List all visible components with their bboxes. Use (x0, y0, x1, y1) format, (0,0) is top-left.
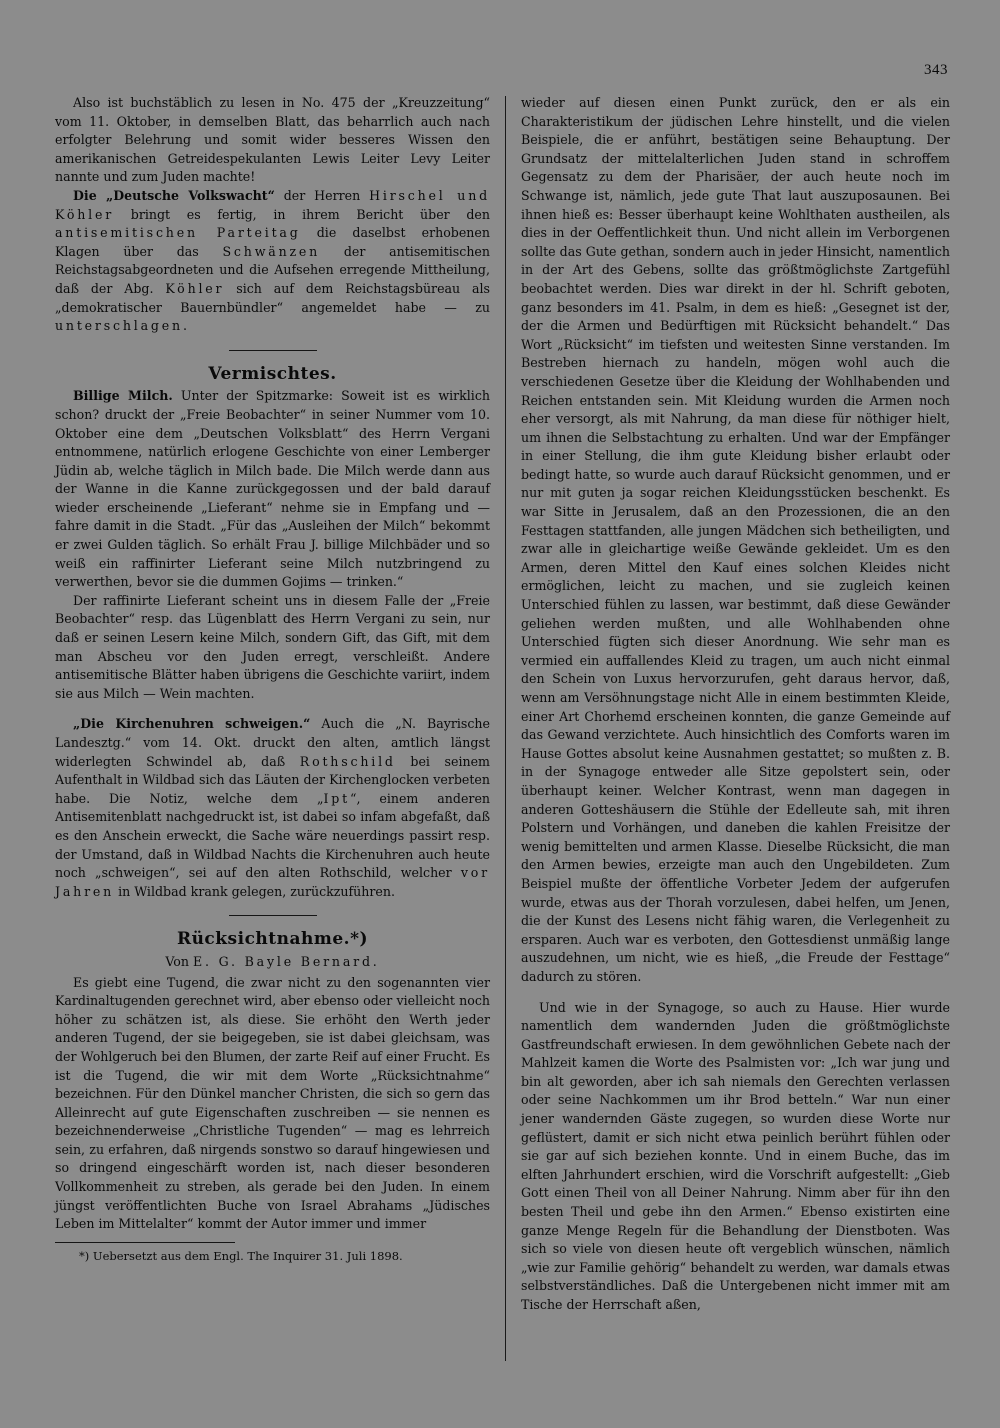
byline-prefix: Von (165, 953, 193, 969)
kirchen-paragraph (55, 715, 490, 901)
kirchen-text: in Wildbad krank gelegen, zurückzuführen. (114, 883, 395, 899)
volkswacht-spaced: antisemitischen Parteitag (55, 225, 301, 241)
kirchen-text: bei seinem Aufenthalt in Wildbad sich das Läuten der Kirchenglocken verbeten habe. Die Notiz, welche dem „ (55, 753, 490, 806)
volkswacht-text: der antisemitischen Reichstagsabgeordneten und die Aufsehen erregende Mittheilung, daß der Abg. (55, 243, 490, 296)
volkswacht-spaced: Köhler (165, 280, 225, 296)
right-column (521, 94, 950, 1394)
section-separator (229, 915, 317, 916)
volkswacht-paragraph (55, 187, 490, 336)
kirchen-text: Auch die „N. Bayrische Landesztg.“ vom 14. Okt. druckt den alten, amtlich längst widerlegten Schwindel ab, daß (55, 716, 490, 769)
byline (55, 953, 490, 972)
milch-paragraph-2: Der raffinirte Lieferant scheint uns in diesem Falle der „Freie Beobachter“ resp. das Lügenblatt des Herrn Vergani zu sein, nur daß er seinen Lesern keine Milch, sondern Gift, das Gift, mit dem man Abscheu vor den Juden erregt, verschleißt. Andere antisemitische Blätter haben übrigens die Geschichte variirt, indem sie aus Milch — Wein machten. (55, 592, 490, 701)
volkswacht-spaced: unterschlagen. (55, 318, 190, 334)
volkswacht-spaced: Schwänzen (222, 243, 321, 259)
left-column (55, 94, 490, 1384)
volkswacht-title: Die „Deutsche Volkswacht“ (73, 187, 275, 203)
volkswacht-text: sich auf dem Reichstagsbüreau als „demokratischer Bauernbündler“ angemeldet habe — zu (55, 280, 491, 315)
milch-text: Unter der Spitzmarke: Soweit ist es wirklich schon? druckt der „Freie Beobachter“ in seiner Nummer vom 10. Oktober eine dem „Deutschen Volksblatt“ des Herrn Vergani entnommene, natürlich erlogene Geschichte von einer Lemberger Jüdin ab, welche täglich in Milch bade. Die Milch werde dann aus der Wanne in die Kanne zurückgegossen und der bald darauf wieder erscheinende „Lieferant“ nehme sie in Empfang und — fahre damit in die Stadt. „Für das „Ausleihen der Milch“ bekommt er zwei Gulden täglich. So erhält Frau J. billige Milchbäder und so weiß ein raffinirter Lieferant seine Milch nutzbringend zu verwerthen, bevor sie die dummen Gojims — trinken.“ (55, 388, 491, 590)
kirchen-spaced: Ipt (323, 790, 351, 806)
kirchen-spaced: Rothschild (299, 753, 396, 769)
milch-title: Billige Milch. (73, 388, 173, 404)
kirchen-title: „Die Kirchenuhren schweigen.“ (73, 716, 311, 732)
kirchen-spaced: vor Jahren (55, 865, 490, 899)
footnote: *) Uebersetzt aus dem Engl. The Inquirer 31. Juli 1898. (79, 1248, 403, 1263)
page-number: 343 (924, 62, 948, 78)
right-paragraph-1: wieder auf diesen einen Punkt zurück, den er als ein Charakteristikum der jüdischen Lehre hinstellt, und die vielen Beispiele, die er anführt, bestätigen seine Behauptung. Der Grundsatz der mittelalterlichen Juden stand in schroffem Gegensatz zu dem der Pharisäer, der auch heute noch im Schwange ist, nämlich, jede gute That laut auszuposaunen. Bei ihnen hieß es: Besser überhaupt keine Wohlthaten austheilen, als dies in der Oeffentlichkeit thun. Und nicht allein im Verborgenen sollte das Gute gethan, sondern auch in jeder Hinsicht, namentlich in der Art des Gebens, sollte das größtmöglichste Zartgefühl beobachtet werden. Dies war direkt in der hl. Schrift geboten, ganz besonders im 41. Psalm, in dem es hieß: „Gesegnet ist der, der die Armen und Bedürftigen mit Rücksicht behandelt.“ Das Wort „Rücksicht“ im tiefsten und weitesten Sinne verstanden. Im Bestreben hiernach zu handeln, mögen wohl auch die verschiedenen Gesetze über die Kleidung der Wohlhabenden und Reichen entstanden sein. Mit Kleidung wurden die Armen noch eher versorgt, als mit Nahrung, da man diese für nöthiger hielt, um ihnen die Selbstachtung zu erhalten. Und war der Empfänger in einer Stellung, die ihm gute Kleidung bisher erlaubt oder bedingt hatte, so wurde auch darauf Rücksicht genommen, und er nur mit guten ja sogar reichen Kleidungsstücken beschenkt. Es war Sitte in Jerusalem, daß an den Prozessionen, die an den Festtagen stattfanden, alle jungen Mädchen sich betheiligten, und zwar alle in gleichartige weiße Gewände gekleidet. Um es den Armen, deren Mittel den Kauf eines solchen Kleides nicht ermöglichen, leicht zu machen, und sie zugleich keinen Unterschied fühlen zu lassen, war bestimmt, daß diese Gewänder geliehen werden mußten, und alle Wohlhabenden ohne Unterschied fügten sich dieser Anordnung. Wie sehr man es vermied ein auffallendes Kleid zu tragen, um auch nicht einmal den Schein von Luxus hervorzurufen, geht daraus hervor, daß, wenn am Versöhnungstage nicht Alle in einem bestimmten Kleide, einer Art Chorhemd erscheinen konnten, die ganze Gemeinde auf das Gewand verzichtete. Auch hinsichtlich des Comforts waren im Hause Gottes absolut keine Ausnahmen gestattet; so mußten z. B. in der Synagoge entweder alle Sitze gepolstert sein, oder überhaupt keiner. Welcher Kontrast, wenn man dagegen in anderen Gotteshäusern die Stühle der Edelleute sah, mit ihren Polstern und Vorhängen, und daneben die kahlen Freisitze der wenig bemittelten und armen Klasse. Dieselbe Rücksicht, die man den Armen bewies, erzeigte man auch den Ungebildeten. Zum Beispiel mußte der öffentliche Vorbeter Jedem der aufgerufen wurde, etwas aus der Thorah vorzulesen, dabei helfen, um Jenen, die der Kunst des Lesens nicht fähig waren, die Verlegenheit zu ersparen. Auch war es verboten, den Gottesdienst unmäßig lange auszudehnen, um nicht, wie es hieß, „die Freude der Festtage“ dadurch zu stören. (521, 95, 950, 984)
byline-author: E. G. Bayle Bernard. (193, 953, 380, 969)
ruecksicht-heading: Rücksichtnahme.*) (176, 929, 369, 950)
intro-paragraph: Also ist buchstäblich zu lesen in No. 475 der „Kreuzzeitung“ vom 11. Oktober, in demselben Blatt, das beharrlich auch nach erfolgter Belehrung und somit wider besseres Wissen den amerikanischen Getreidespekulanten Lewis Leiter Levy Leiter nannte und zum Juden machte! (55, 95, 490, 185)
vermischtes-heading: Vermischtes. (208, 363, 337, 384)
footnote-rule (55, 1242, 235, 1243)
spacer (521, 987, 950, 999)
section-separator (229, 350, 317, 351)
right-paragraph-2: Und wie in der Synagoge, so auch zu Hause. Hier wurde namentlich dem wandernden Juden die größtmöglichste Gastfreundschaft erwiesen. In dem gewöhnlichen Gebete nach der Mahlzeit kamen die Worte des Psalmisten vor: „Ich war jung und bin alt geworden, aber ich sah niemals den Gerechten verlassen oder seine Nachkommen um ihr Brod betteln.“ War nun einer jener wandernden Gäste zugegen, so wurden diese Worte nur geflüstert, damit er sich nicht etwa peinlich berührt fühlen oder sie gar auf sich beziehen konnte. Und in einem Buche, das im elften Jahrhundert erschien, wird die Vorschrift aufgestellt: „Gieb Gott einen Theil von all Deiner Nahrung. Nimm aber für ihn den besten Theil und gebe ihn den Armen.“ Ebenso existirten eine ganze Menge Regeln für die Behandlung der Dienstboten. Was sich so viele von diesen heute oft vergeblich wünschen, nämlich „wie zur Familie gehörig“ behandelt zu werden, war damals etwas selbstverständliches. Daß die Untergebenen nicht immer mit am Tische der Herrschaft aßen, (521, 999, 950, 1312)
kirchen-text: “, einem anderen Antisemitenblatt nachgedruckt ist, ist dabei so infam abgefaßt, daß es den Anschein erweckt, die Sache wäre neuerdings passirt resp. der Umstand, daß in Wildbad Nachts die Kirchenuhren auch heute noch „schweigen“, sei auf den alten Rothschild, welcher (55, 790, 491, 881)
spacer (55, 703, 490, 715)
column-divider (505, 96, 506, 1361)
ruecksicht-paragraph: Es giebt eine Tugend, die zwar nicht zu den sogenannten vier Kardinaltugenden gerechnet wird, aber ebenso oder vielleicht noch höher zu schätzen ist, als diese. Sie erhöht den Werth jeder anderen Tugend, der sie beigegeben, sie ist dabei gleichsam, was der Wohlgeruch bei den Blumen, der zarte Reif auf einer Frucht. Es ist die Tugend, die wir mit dem Worte „Rücksichtnahme“ bezeichnen. Für den Dünkel mancher Christen, die sich so gern das Alleinrecht auf gute Eigenschaften zuschreiben — sie nennen es bezeichnenderweise „Christliche Tugenden“ — mag es lehrreich sein, zu erfahren, daß nirgends sonstwo so darauf hingewiesen und so dringend eingeschärft worden ist, nach dieser besonderen Vollkommenheit zu streben, als gerade bei den Juden. In einem jüngst veröffentlichten Buche von Israel Abrahams „Jüdisches Leben im Mittelalter“ kommt der Autor immer und immer (55, 974, 490, 1232)
volkswacht-text: bringt es fertig, in ihrem Bericht über den (114, 206, 490, 222)
volkswacht-text: der Herren (274, 187, 370, 203)
volkswacht-text: die daselbst erhobenen Klagen über das (55, 225, 490, 259)
volkswacht-names: Hirschel und Köhler (55, 187, 490, 222)
milch-paragraph (55, 387, 490, 592)
